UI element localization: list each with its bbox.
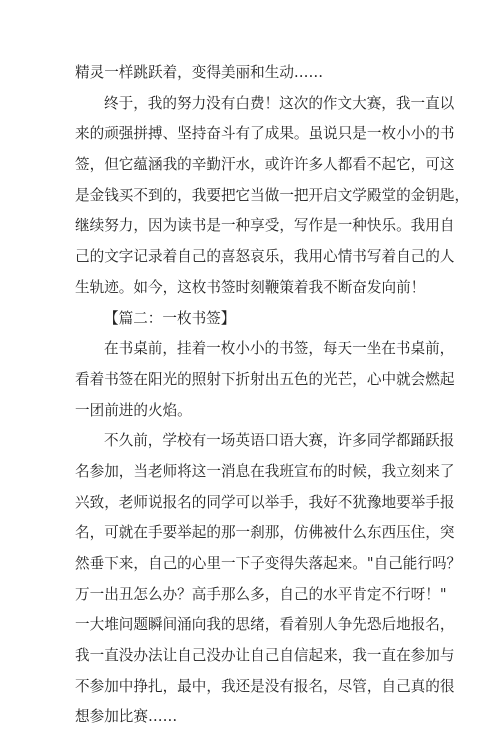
paragraph-first-line: 在书桌前，挂着一枚小小的书签，每天一坐在书桌前， [104,340,455,358]
text-line: 是金钱买不到的，我要把它当做一把开启文学殿堂的金钥匙， [75,186,470,204]
text-line: 然垂下来，自己的心里一下子变得失落起来。"自己能行吗？ [75,555,462,572]
paragraph-first-line: 终于，我的努力没有白费！这次的作文大赛，我一直以 [104,94,455,112]
section-heading: 【篇二：一枚书签】 [104,309,236,327]
text-line: 想参加比赛…… [75,708,178,726]
text-line: 生轨迹。如今，这枚书签时刻鞭策着我不断奋发向前！ [75,278,426,296]
text-line: 名，可就在手要举起的那一刹那，仿佛被什么东西压住，突 [75,524,455,542]
text-line: 来的顽强拼搏、坚持奋斗有了成果。虽说只是一枚小小的书 [75,125,455,143]
text-line: 不参加中挣扎，最中，我还是没有报名，尽管，自己真的很 [75,677,455,695]
text-line: 名参加，当老师将这一消息在我班宣布的时候，我立刻来了 [75,462,455,480]
document-body [75,58,470,733]
text-line: 万一出丑怎么办？高手那么多，自己的水平肯定不行呀！" [75,585,447,603]
text-line: 看着书签在阳光的照射下折射出五色的光芒，心中就会燃起 [75,370,455,388]
text-line: 一团前进的火焰。 [75,401,192,419]
paragraph-first-line: 不久前，学校有一场英语口语大赛，许多同学都踊跃报 [104,432,455,450]
text-line: 兴致，老师说报名的同学可以举手，我好不犹豫地要举手报 [75,493,455,511]
text-line: 一大堆问题瞬间涌向我的思绪，看着别人争先恐后地报名， [75,616,455,634]
text-line: 签，但它蕴涵我的辛勤汗水，或许许多人都看不起它，可这 [75,156,455,174]
text-line: 我一直没办法让自己没办让自己自信起来，我一直在参加与 [75,647,455,665]
text-line: 继续努力，因为读书是一种享受，写作是一种快乐。我用自 [75,217,455,235]
text-line: 精灵一样跳跃着，变得美丽和生动…… [75,64,324,81]
text-line: 己的文字记录着自己的喜怒哀乐，我用心情书写着自己的人 [75,248,455,266]
